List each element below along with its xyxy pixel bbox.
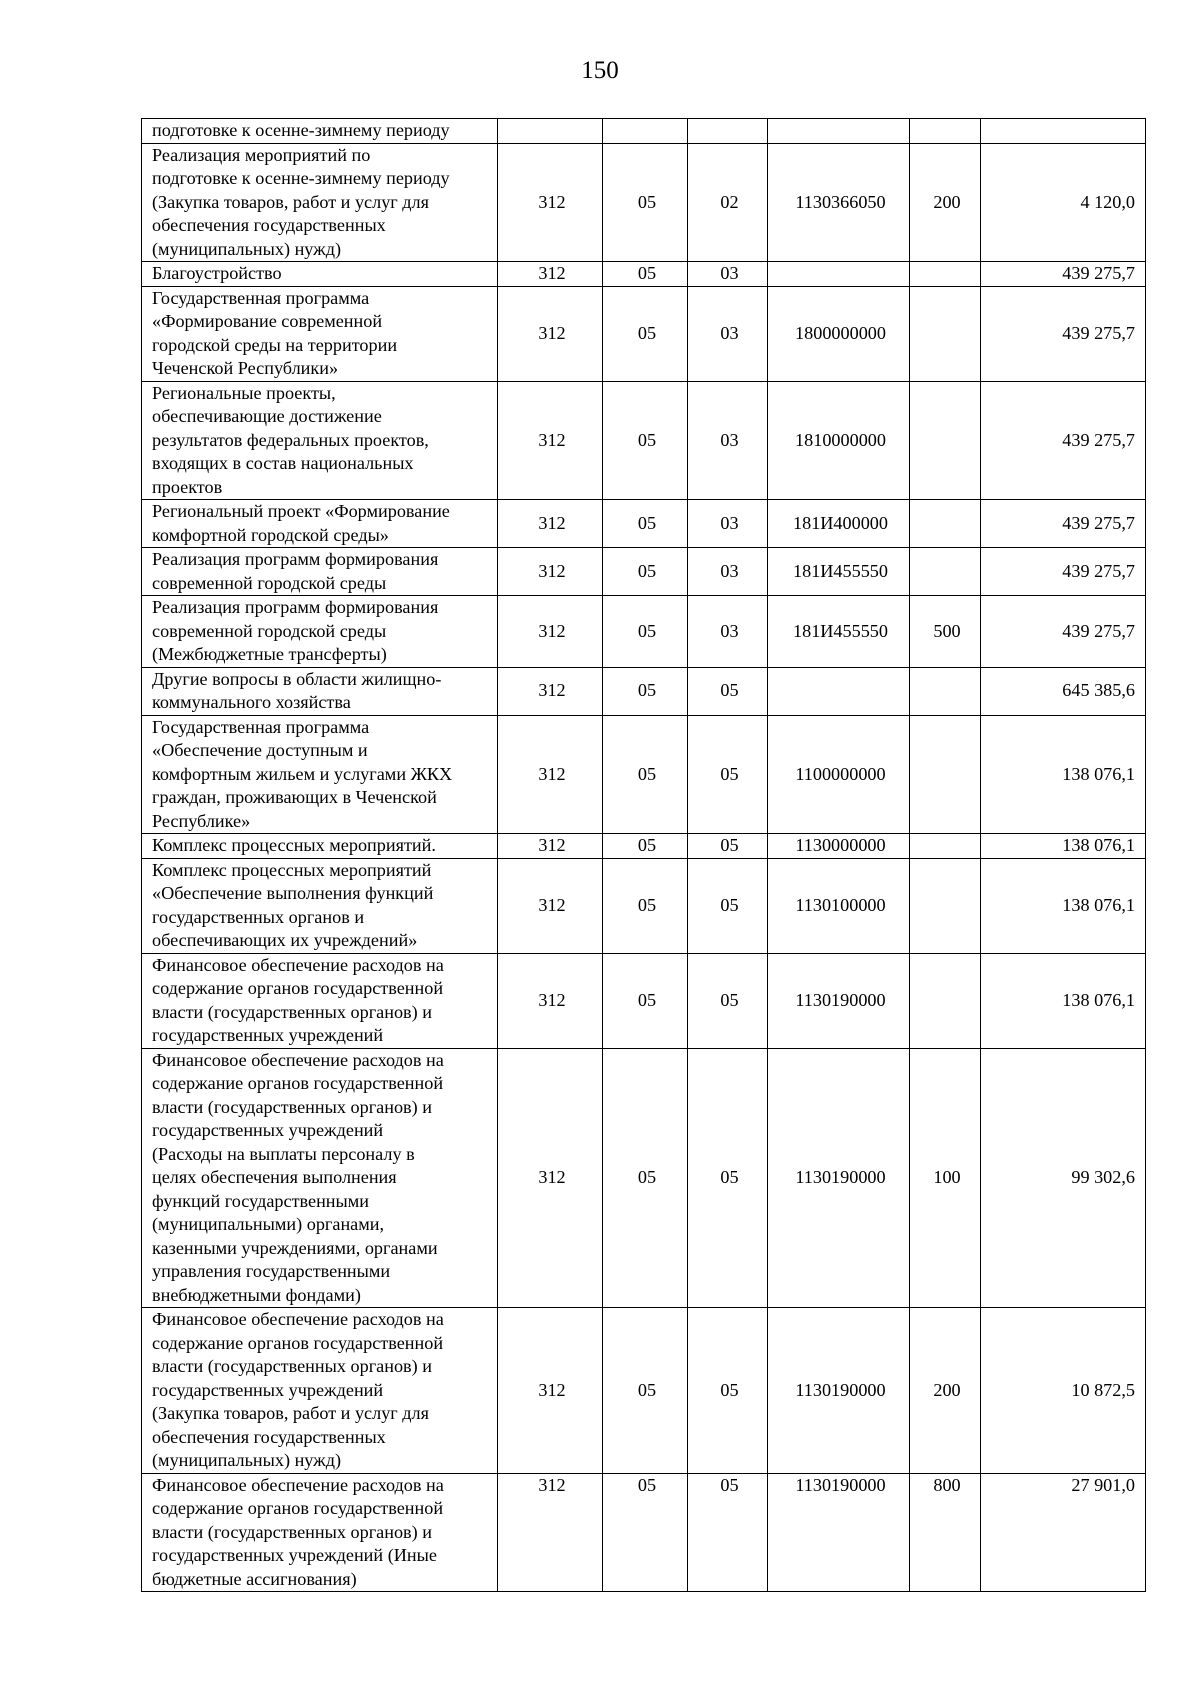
table-row: [142, 858, 1146, 953]
expense-type-cell: 800: [910, 1473, 981, 1592]
expense-type-cell: 200: [910, 1308, 981, 1474]
admin-code-cell: 312: [498, 381, 603, 500]
subsection-code-cell: 03: [688, 381, 768, 500]
admin-code-cell: 312: [498, 500, 603, 548]
subsection-code-cell: 05: [688, 1048, 768, 1308]
item-name-line: государственных органов и: [152, 906, 365, 927]
subsection-code-cell: 03: [688, 548, 768, 596]
amount-cell: 439 275,7: [981, 262, 1146, 287]
item-name-line: «Формирование современной: [152, 311, 383, 331]
table-row: [142, 834, 1146, 859]
item-name-line: «Обеспечение доступным и: [152, 740, 368, 760]
section-code-cell: [603, 119, 688, 144]
item-name-line: результатов федеральных проектов,: [152, 429, 429, 450]
table-row: [142, 286, 1146, 381]
table-row: [142, 715, 1146, 834]
item-name-line: подготовке к осенне-зимнему периоду: [152, 168, 450, 188]
item-name-line: (муниципальных) нужд): [152, 238, 342, 259]
table-row: [142, 262, 1146, 287]
expense-type-cell: [910, 953, 981, 1048]
item-name-line: Региональные проекты,: [152, 382, 336, 403]
target-article-cell: 1130100000: [768, 858, 910, 953]
item-name-line: Государственная программа: [152, 716, 370, 737]
section-code-cell: 05: [603, 858, 688, 953]
expense-type-cell: 500: [910, 596, 981, 668]
subsection-code-cell: 02: [688, 143, 768, 262]
subsection-code-cell: 05: [688, 834, 768, 859]
subsection-code-cell: 03: [688, 262, 768, 287]
item-name-line: входящих в состав национальных: [152, 453, 414, 473]
table-row: [142, 953, 1146, 1048]
budget-table: [141, 118, 1146, 1592]
item-name-cell: [142, 858, 498, 953]
item-name-cell: [142, 119, 498, 144]
target-article-cell: 1100000000: [768, 715, 910, 834]
admin-code-cell: 312: [498, 858, 603, 953]
item-name-line: содержание органов государственной: [152, 1073, 444, 1093]
section-code-cell: 05: [603, 548, 688, 596]
item-name-line: обеспечивающие достижение: [152, 406, 382, 426]
target-article-cell: 1800000000: [768, 286, 910, 381]
section-code-cell: 05: [603, 1308, 688, 1474]
expense-type-cell: 100: [910, 1048, 981, 1308]
amount-cell: 439 275,7: [981, 381, 1146, 500]
target-article-cell: 1130190000: [768, 1048, 910, 1308]
item-name-line: Региональный проект «Формирование: [152, 501, 450, 521]
subsection-code-cell: 05: [688, 1473, 768, 1592]
section-code-cell: 05: [603, 1473, 688, 1592]
subsection-code-cell: 05: [688, 1308, 768, 1474]
item-name-cell: [142, 286, 498, 381]
table-row: [142, 500, 1146, 548]
item-name-line: Благоустройство: [152, 263, 282, 283]
item-name-line: внебюджетными фондами): [152, 1284, 361, 1305]
amount-cell: 10 872,5: [981, 1308, 1146, 1474]
item-name-line: комфортным жильем и услугами ЖКХ: [152, 763, 453, 784]
section-code-cell: 05: [603, 262, 688, 287]
item-name-line: власти (государственных органов) и: [152, 1356, 432, 1376]
expense-type-cell: [910, 858, 981, 953]
item-name-line: граждан, проживающих в Чеченской: [152, 787, 437, 807]
item-name-line: современной городской среды: [152, 620, 387, 641]
section-code-cell: 05: [603, 596, 688, 668]
item-name-line: Реализация мероприятий по: [152, 144, 371, 165]
amount-cell: 138 076,1: [981, 715, 1146, 834]
admin-code-cell: 312: [498, 953, 603, 1048]
item-name-cell: [142, 143, 498, 262]
item-name-line: государственных учреждений: [152, 1120, 384, 1140]
admin-code-cell: 312: [498, 596, 603, 668]
admin-code-cell: 312: [498, 548, 603, 596]
item-name-line: (муниципальных) нужд): [152, 1450, 342, 1470]
item-name-line: обеспечивающих их учреждений»: [152, 930, 418, 950]
admin-code-cell: 312: [498, 1308, 603, 1474]
item-name-line: целях обеспечения выполнения: [152, 1167, 397, 1187]
expense-type-cell: 200: [910, 143, 981, 262]
item-name-line: Государственная программа: [152, 287, 370, 308]
item-name-line: Комплекс процессных мероприятий: [152, 859, 432, 880]
section-code-cell: 05: [603, 667, 688, 715]
subsection-code-cell: 03: [688, 286, 768, 381]
table-row: [142, 1473, 1146, 1592]
table-row: [142, 596, 1146, 668]
table-row: [142, 1308, 1146, 1474]
item-name-line: городской среды на территории: [152, 334, 398, 355]
admin-code-cell: 312: [498, 286, 603, 381]
amount-cell: 27 901,0: [981, 1473, 1146, 1592]
amount-cell: 645 385,6: [981, 667, 1146, 715]
amount-cell: 99 302,6: [981, 1048, 1146, 1308]
amount-cell: 439 275,7: [981, 500, 1146, 548]
item-name-line: Комплекс процессных мероприятий.: [152, 835, 436, 855]
section-code-cell: 05: [603, 834, 688, 859]
subsection-code-cell: 05: [688, 667, 768, 715]
expense-type-cell: [910, 381, 981, 500]
amount-cell: 439 275,7: [981, 596, 1146, 668]
section-code-cell: 05: [603, 286, 688, 381]
item-name-line: Финансовое обеспечение расходов на: [152, 1309, 444, 1329]
target-article-cell: [768, 262, 910, 287]
expense-type-cell: [910, 834, 981, 859]
admin-code-cell: 312: [498, 262, 603, 287]
item-name-line: содержание органов государственной: [152, 1332, 444, 1353]
target-article-cell: [768, 667, 910, 715]
item-name-line: (Закупка товаров, работ и услуг для: [152, 191, 430, 212]
section-code-cell: 05: [603, 953, 688, 1048]
item-name-line: (Расходы на выплаты персоналу в: [152, 1143, 415, 1164]
item-name-cell: [142, 548, 498, 596]
table-row: [142, 667, 1146, 715]
item-name-line: Реализация программ формирования: [152, 549, 439, 569]
target-article-cell: 1130366050: [768, 143, 910, 262]
item-name-line: государственных учреждений: [152, 1379, 384, 1400]
item-name-line: обеспечения государственных: [152, 1426, 386, 1447]
expense-type-cell: [910, 667, 981, 715]
table-row: [142, 119, 1146, 144]
item-name-cell: [142, 381, 498, 500]
item-name-line: Республике»: [152, 810, 251, 831]
item-name-line: Чеченской Республики»: [152, 358, 339, 378]
item-name-line: обеспечения государственных: [152, 215, 386, 235]
item-name-line: власти (государственных органов) и: [152, 1521, 432, 1542]
item-name-line: Финансовое обеспечение расходов на: [152, 954, 444, 975]
admin-code-cell: 312: [498, 667, 603, 715]
amount-cell: [981, 119, 1146, 144]
item-name-line: содержание органов государственной: [152, 978, 444, 998]
item-name-line: Финансовое обеспечение расходов на: [152, 1049, 444, 1070]
item-name-cell: [142, 262, 498, 287]
item-name-line: Финансовое обеспечение расходов на: [152, 1474, 444, 1495]
item-name-line: коммунального хозяйства: [152, 692, 351, 712]
item-name-line: комфортной городской среды»: [152, 524, 389, 545]
expense-type-cell: [910, 286, 981, 381]
section-code-cell: 05: [603, 381, 688, 500]
item-name-cell: [142, 715, 498, 834]
subsection-code-cell: 05: [688, 858, 768, 953]
subsection-code-cell: 03: [688, 500, 768, 548]
admin-code-cell: 312: [498, 834, 603, 859]
table-row: [142, 548, 1146, 596]
item-name-line: Реализация программ формирования: [152, 597, 439, 617]
target-article-cell: 1130190000: [768, 953, 910, 1048]
item-name-line: бюджетные ассигнования): [152, 1568, 357, 1589]
item-name-cell: [142, 1048, 498, 1308]
target-article-cell: 181И455550: [768, 596, 910, 668]
item-name-line: современной городской среды: [152, 572, 387, 593]
admin-code-cell: 312: [498, 1473, 603, 1592]
target-article-cell: 181И455550: [768, 548, 910, 596]
expense-type-cell: [910, 119, 981, 144]
target-article-cell: [768, 119, 910, 144]
item-name-line: функций государственными: [152, 1190, 369, 1211]
amount-cell: 138 076,1: [981, 953, 1146, 1048]
item-name-cell: [142, 834, 498, 859]
item-name-line: проектов: [152, 476, 223, 497]
item-name-cell: [142, 1308, 498, 1474]
admin-code-cell: 312: [498, 1048, 603, 1308]
expense-type-cell: [910, 548, 981, 596]
item-name-line: управления государственными: [152, 1261, 391, 1281]
section-code-cell: 05: [603, 715, 688, 834]
table-row: [142, 143, 1146, 262]
section-code-cell: 05: [603, 143, 688, 262]
item-name-cell: [142, 953, 498, 1048]
admin-code-cell: [498, 119, 603, 144]
target-article-cell: 181И400000: [768, 500, 910, 548]
item-name-line: власти (государственных органов) и: [152, 1001, 432, 1022]
subsection-code-cell: [688, 119, 768, 144]
item-name-line: государственных учреждений: [152, 1025, 384, 1045]
target-article-cell: 1130000000: [768, 834, 910, 859]
table-row: [142, 381, 1146, 500]
amount-cell: 138 076,1: [981, 858, 1146, 953]
item-name-line: содержание органов государственной: [152, 1498, 444, 1518]
section-code-cell: 05: [603, 1048, 688, 1308]
amount-cell: 138 076,1: [981, 834, 1146, 859]
item-name-line: власти (государственных органов) и: [152, 1096, 432, 1117]
item-name-line: Другие вопросы в области жилищно-: [152, 668, 442, 689]
item-name-line: государственных учреждений (Иные: [152, 1545, 437, 1565]
amount-cell: 439 275,7: [981, 286, 1146, 381]
item-name-line: казенными учреждениями, органами: [152, 1237, 438, 1258]
target-article-cell: 1130190000: [768, 1308, 910, 1474]
target-article-cell: 1130190000: [768, 1473, 910, 1592]
amount-cell: 439 275,7: [981, 548, 1146, 596]
item-name-cell: [142, 596, 498, 668]
item-name-cell: [142, 500, 498, 548]
admin-code-cell: 312: [498, 143, 603, 262]
section-code-cell: 05: [603, 500, 688, 548]
page-number: 150: [581, 57, 619, 84]
expense-type-cell: [910, 715, 981, 834]
item-name-line: (Межбюджетные трансферты): [152, 644, 387, 664]
subsection-code-cell: 05: [688, 715, 768, 834]
admin-code-cell: 312: [498, 715, 603, 834]
table-row: [142, 1048, 1146, 1308]
expense-type-cell: [910, 500, 981, 548]
target-article-cell: 1810000000: [768, 381, 910, 500]
item-name-line: «Обеспечение выполнения функций: [152, 883, 434, 903]
amount-cell: 4 120,0: [981, 143, 1146, 262]
subsection-code-cell: 05: [688, 953, 768, 1048]
item-name-cell: [142, 667, 498, 715]
item-name-line: подготовке к осенне-зимнему периоду: [152, 120, 450, 140]
item-name-line: (Закупка товаров, работ и услуг для: [152, 1403, 430, 1423]
expense-type-cell: [910, 262, 981, 287]
item-name-line: (муниципальными) органами,: [152, 1214, 385, 1234]
subsection-code-cell: 03: [688, 596, 768, 668]
item-name-cell: [142, 1473, 498, 1592]
